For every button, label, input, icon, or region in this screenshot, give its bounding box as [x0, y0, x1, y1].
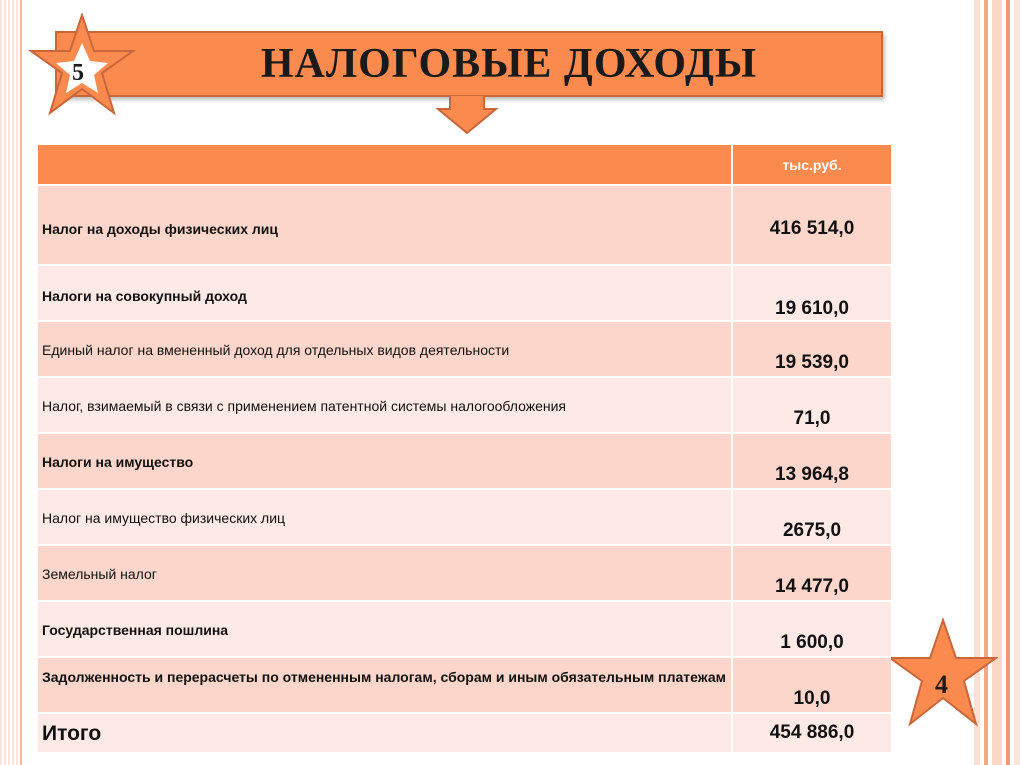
row-value: 2675,0 — [732, 489, 891, 545]
table-row — [38, 601, 891, 657]
row-label: Налоги на совокупный доход — [38, 265, 732, 321]
table-row — [38, 265, 891, 321]
table-total-row — [38, 713, 891, 753]
table-row — [38, 489, 891, 545]
title-banner — [55, 31, 883, 97]
total-value: 454 886,0 — [732, 713, 891, 753]
row-value: 13 964,8 — [732, 433, 891, 489]
table-row — [38, 321, 891, 377]
table-row — [38, 657, 891, 713]
row-value: 71,0 — [732, 377, 891, 433]
table-row — [38, 433, 891, 489]
row-label: Налог на доходы физических лиц — [38, 185, 732, 265]
table-header-row — [38, 145, 891, 185]
row-value: 1 600,0 — [732, 601, 891, 657]
page-title: НАЛОГОВЫЕ ДОХОДЫ — [260, 41, 758, 87]
row-value: 19 539,0 — [732, 321, 891, 377]
slide-number-left: 5 — [72, 60, 84, 86]
row-value: 10,0 — [732, 657, 891, 713]
row-label: Земельный налог — [38, 545, 732, 601]
header-label-cell — [38, 145, 732, 185]
left-decorative-border — [0, 0, 20, 765]
row-label: Задолженность и перерасчеты по отмененным налогам, сборам и иным обязательным платежам — [38, 657, 732, 713]
total-label: Итого — [38, 713, 732, 753]
slide-number-right: 4 — [935, 670, 948, 699]
row-label: Государственная пошлина — [38, 601, 732, 657]
row-label: Налог на имущество физических лиц — [38, 489, 732, 545]
row-value: 14 477,0 — [732, 545, 891, 601]
table-row — [38, 185, 891, 265]
table-row — [38, 377, 891, 433]
row-label: Единый налог на вмененный доход для отдельных видов деятельности — [38, 321, 732, 377]
row-label: Налог, взимаемый в связи с применением патентной системы налогообложения — [38, 377, 732, 433]
tax-income-table — [38, 145, 891, 754]
down-arrow-icon — [436, 95, 498, 135]
table-row — [38, 545, 891, 601]
row-value: 19 610,0 — [732, 265, 891, 321]
row-value: 416 514,0 — [732, 185, 891, 265]
row-label: Налоги на имущество — [38, 433, 732, 489]
unit-label: тыс.руб. — [732, 145, 891, 185]
